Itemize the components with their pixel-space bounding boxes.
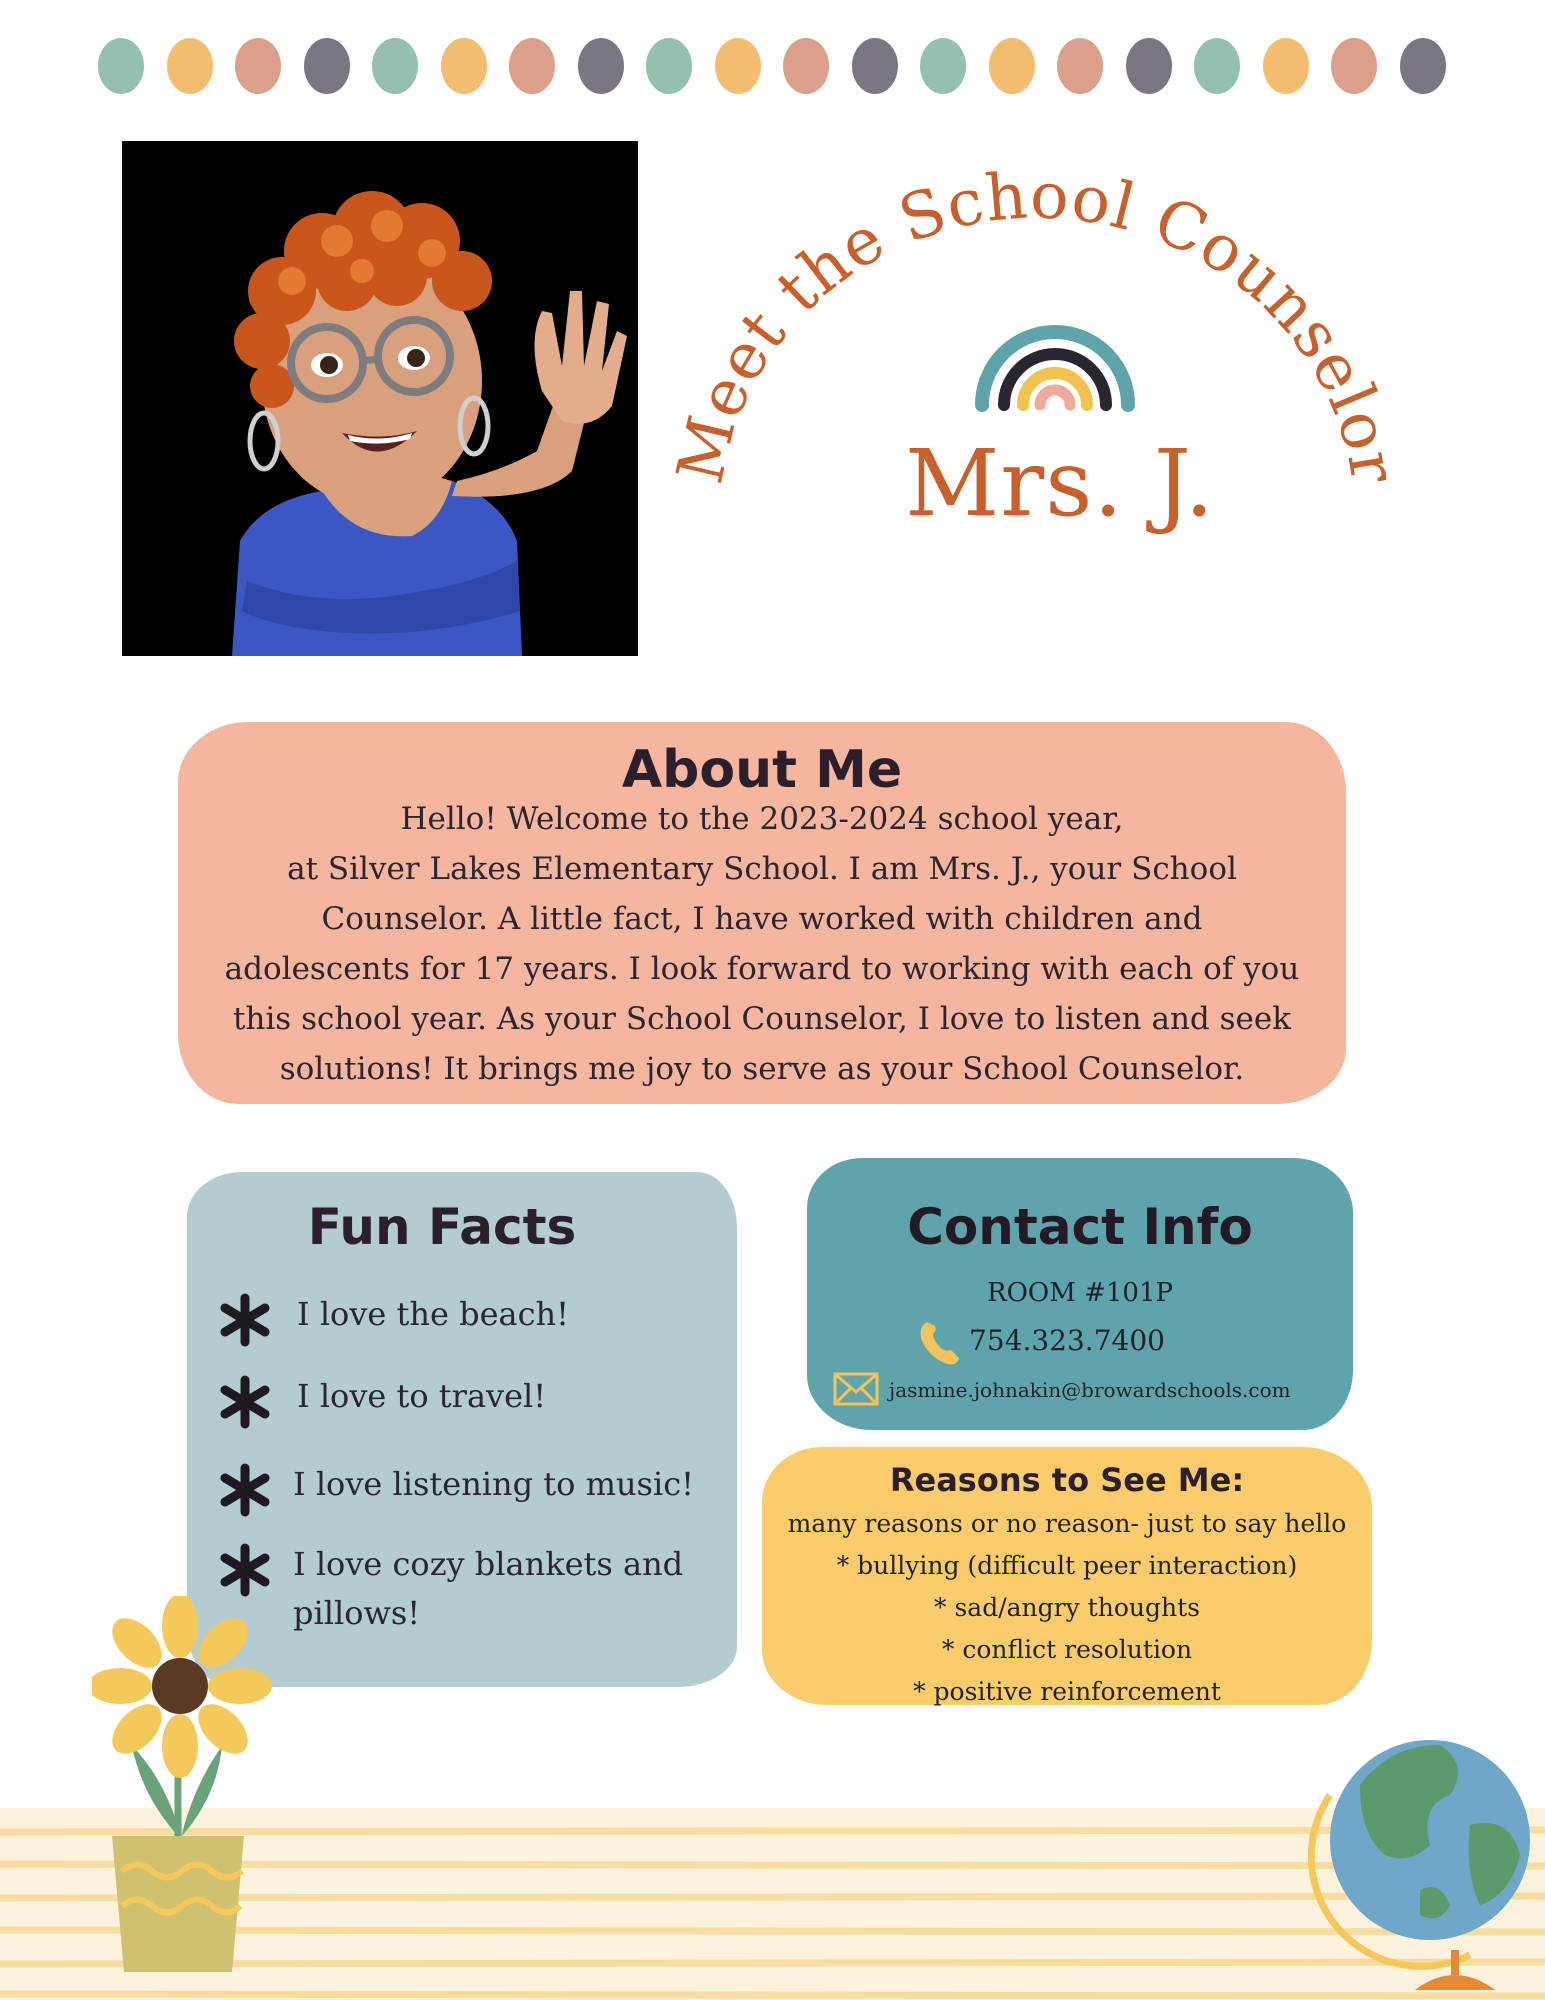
decorative-dot [1400, 38, 1446, 94]
about-line: Hello! Welcome to the 2023-2024 school year, [400, 801, 1124, 837]
globe-icon [1300, 1705, 1540, 1995]
decorative-dot-row [98, 38, 1448, 98]
about-line: at Silver Lakes Elementary School. I am Mrs. J., your School [287, 851, 1237, 887]
page-title: Meet the School Counselor [663, 159, 1411, 491]
decorative-dot [1057, 38, 1103, 94]
reason-item: * sad/angry thoughts [934, 1593, 1200, 1622]
fun-fact-text: I love cozy blankets and pillows! [293, 1545, 684, 1632]
fun-fact-text: I love the beach! [297, 1295, 569, 1333]
decorative-dot [1263, 38, 1309, 94]
decorative-dot [578, 38, 624, 94]
decorative-dot [646, 38, 692, 94]
decorative-dot [235, 38, 281, 94]
decorative-dot [1194, 38, 1240, 94]
fun-fact-text: I love to travel! [297, 1377, 547, 1415]
decorative-dot [509, 38, 555, 94]
asterisk-icon [217, 1462, 273, 1518]
about-line: solutions! It brings me joy to serve as your School Counselor. [279, 1051, 1245, 1087]
about-me-card [178, 722, 1346, 1104]
asterisk-icon [217, 1374, 273, 1430]
asterisk-icon [217, 1542, 273, 1598]
envelope-icon [833, 1372, 879, 1406]
reasons-card [762, 1447, 1372, 1705]
reason-item: many reasons or no reason- just to say hello [787, 1509, 1347, 1538]
decorative-dot [989, 38, 1035, 94]
reason-item: * conflict resolution [941, 1635, 1193, 1664]
room-number: ROOM #101P [987, 1278, 1173, 1308]
contact-info-card [807, 1158, 1353, 1430]
fun-facts-heading: Fun Facts [307, 1198, 577, 1256]
memoji-illustration [122, 141, 638, 656]
reasons-heading: Reasons to See Me: [889, 1461, 1245, 1499]
counselor-photo [122, 141, 638, 656]
decorative-dot [783, 38, 829, 94]
fun-fact-text: I love listening to music! [293, 1465, 694, 1503]
sunflower-pot-icon [92, 1596, 272, 1972]
reason-item: * bullying (difficult peer interaction) [836, 1551, 1298, 1580]
decorative-dot [920, 38, 966, 94]
contact-heading: Contact Info [907, 1198, 1253, 1256]
counselor-name: Mrs. J. [905, 430, 1215, 537]
about-line: Counselor. A little fact, I have worked with children and [321, 901, 1203, 937]
about-line: this school year. As your School Counselor, I love to listen and seek [232, 1001, 1292, 1037]
decorative-dot [441, 38, 487, 94]
about-heading: About Me [621, 740, 903, 800]
reasons-list [762, 1503, 1372, 1713]
decorative-dot [1331, 38, 1377, 94]
phone-icon [917, 1318, 961, 1368]
asterisk-icon [217, 1292, 273, 1348]
phone-number[interactable]: 754.323.7400 [969, 1324, 1165, 1357]
decorative-dot [167, 38, 213, 94]
email-address[interactable]: jasmine.johnakin@browardschools.com [889, 1378, 1291, 1402]
decorative-dot [852, 38, 898, 94]
decorative-dot [1126, 38, 1172, 94]
about-line: adolescents for 17 years. I look forward to working with each of you [224, 951, 1300, 987]
about-body [198, 794, 1326, 1094]
decorative-dot [98, 38, 144, 94]
decorative-dot [304, 38, 350, 94]
decorative-dot [372, 38, 418, 94]
reason-item: * positive reinforcement [913, 1677, 1221, 1706]
decorative-dot [715, 38, 761, 94]
rainbow-icon [970, 305, 1140, 415]
